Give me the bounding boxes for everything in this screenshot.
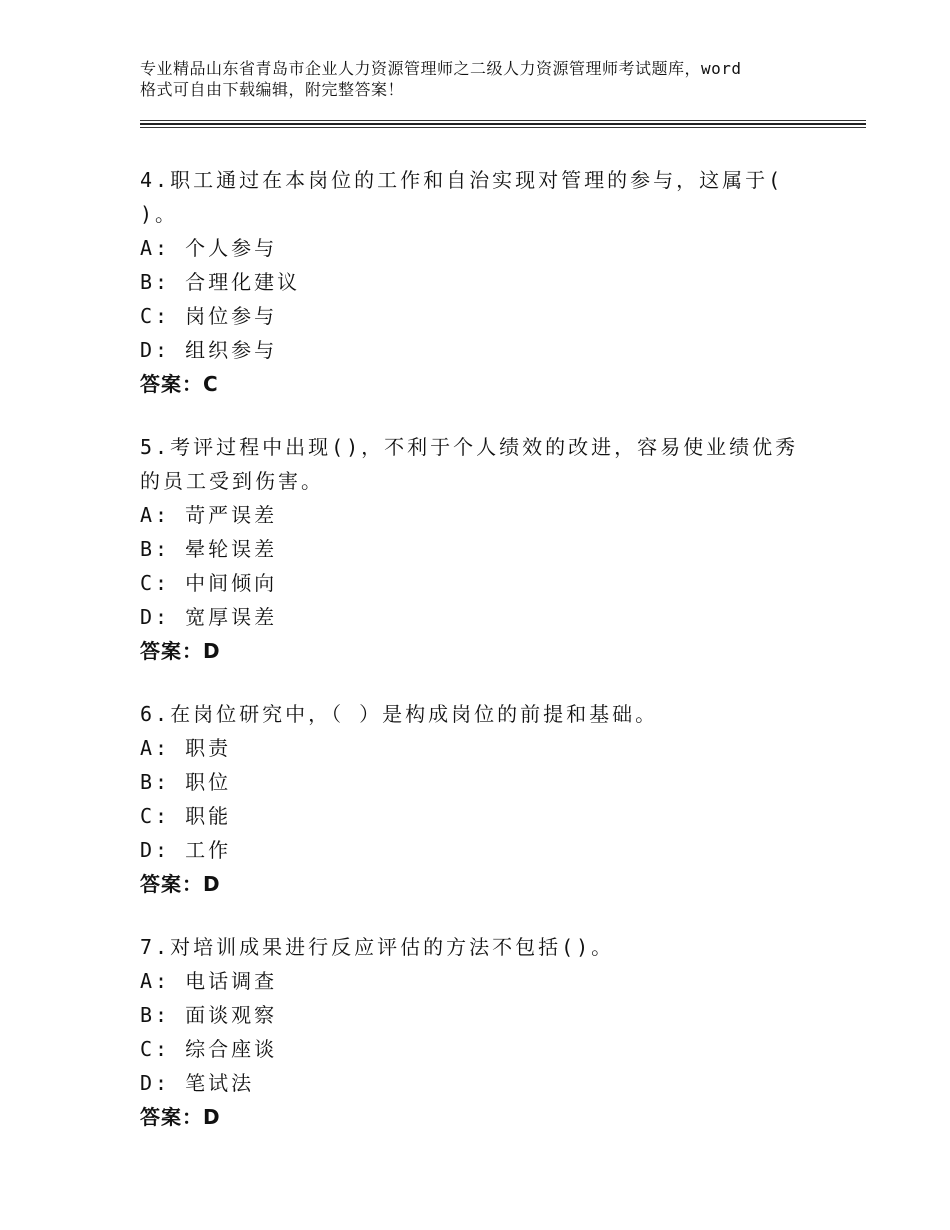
option-d: D: 宽厚误差 [140,605,278,629]
option-c: C: 中间倾向 [140,571,278,595]
header-divider-bottom [140,127,866,128]
option-b: B: 面谈观察 [140,1003,278,1027]
option-d: D: 工作 [140,838,232,862]
header-divider-top [140,120,866,121]
answer-label: 答案：D [140,1105,221,1129]
header-line-1: 专业精品山东省青岛市企业人力资源管理师之二级人力资源管理师考试题库，word [140,59,742,78]
option-a: A: 个人参与 [140,236,278,260]
option-a: A: 苛严误差 [140,503,278,527]
option-d: D: 笔试法 [140,1071,255,1095]
header-divider-middle [140,123,866,125]
option-d: D: 组织参与 [140,338,278,362]
question-text: 7.对培训成果进行反应评估的方法不包括()。 [140,935,615,959]
question-5 [140,430,840,668]
question-text: 5.考评过程中出现()，不利于个人绩效的改进，容易使业绩优秀的员工受到伤害。 [140,435,799,493]
option-a: A: 电话调查 [140,969,278,993]
option-b: B: 合理化建议 [140,270,301,294]
question-text: 6.在岗位研究中，（ ）是构成岗位的前提和基础。 [140,702,659,726]
option-a: A: 职责 [140,736,232,760]
question-4 [140,163,840,401]
option-b: B: 晕轮误差 [140,537,278,561]
question-7 [140,930,840,1134]
question-6 [140,697,840,901]
question-text: 4.职工通过在本岗位的工作和自治实现对管理的参与，这属于( )。 [140,168,784,226]
answer-label: 答案：D [140,639,221,663]
option-c: C: 综合座谈 [140,1037,278,1061]
answer-label: 答案：C [140,372,219,396]
option-b: B: 职位 [140,770,232,794]
header-line-2: 格式可自由下载编辑，附完整答案！ [140,80,405,99]
answer-label: 答案：D [140,872,221,896]
question-list [140,163,840,1163]
document-header [140,58,830,100]
option-c: C: 岗位参与 [140,304,278,328]
option-c: C: 职能 [140,804,232,828]
